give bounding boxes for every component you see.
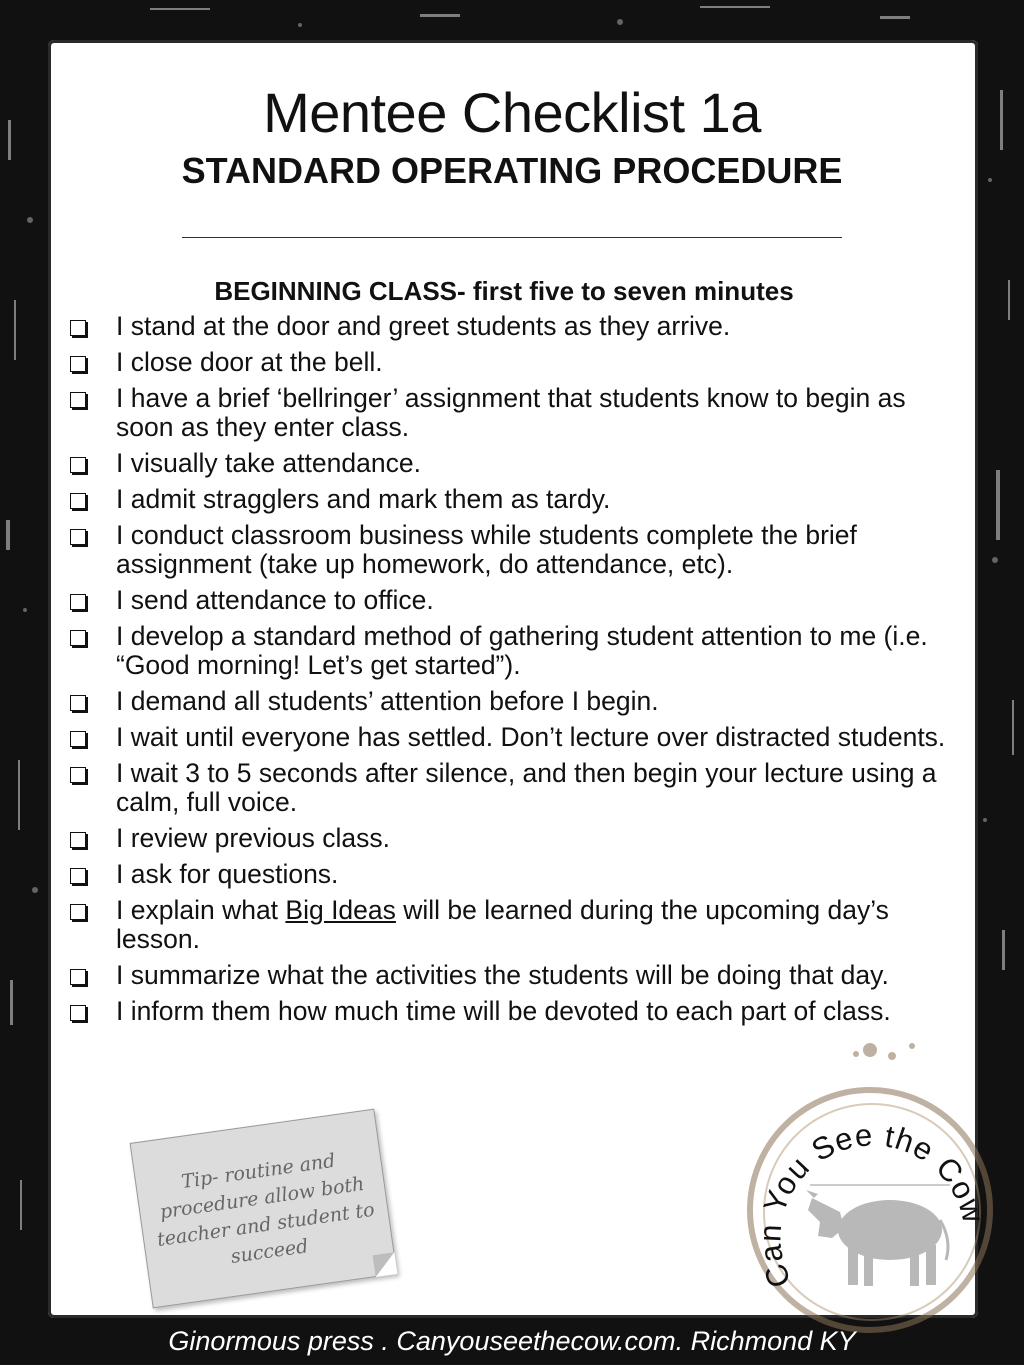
checkbox[interactable]: [70, 731, 86, 747]
checkbox[interactable]: [70, 767, 86, 783]
big-ideas-link[interactable]: Big Ideas: [285, 895, 396, 925]
checkbox[interactable]: [70, 630, 86, 646]
checklist-item-text: I wait until everyone has settled. Don’t lecture over distracted students.: [116, 722, 946, 752]
checkbox[interactable]: [70, 969, 86, 985]
sticky-note-text: Tip- routine and procedure allow both teacher and student to succeed: [155, 1149, 376, 1268]
page-title: Mentee Checklist 1a: [263, 81, 761, 144]
stamp-text: Can You See the Cow: [752, 1117, 992, 1293]
checklist-item-text: I have a brief ‘bellringer’ assignment that students know to begin as soon as they enter class.: [116, 383, 906, 442]
checklist-item: [66, 896, 946, 954]
checklist-item: [66, 384, 946, 442]
checklist-item: [66, 586, 946, 615]
checklist-item-text: I send attendance to office.: [116, 585, 434, 615]
checkbox[interactable]: [70, 832, 86, 848]
checklist-item-text: I inform them how much time will be devoted to each part of class.: [116, 996, 891, 1026]
checkbox[interactable]: [70, 392, 86, 408]
checklist-item-text: I summarize what the activities the students will be doing that day.: [116, 960, 889, 990]
checkbox[interactable]: [70, 1005, 86, 1021]
divider: [182, 237, 842, 238]
cow-stamp-logo: [740, 1040, 1000, 1340]
checklist-item: [66, 485, 946, 514]
cow-icon: [806, 1190, 948, 1286]
checklist-item: [66, 860, 946, 889]
checklist-item-text: I demand all students’ attention before I begin.: [116, 686, 659, 716]
sticky-note: [130, 1109, 398, 1309]
checklist-item-text: I explain what Big Ideas will be learned during the upcoming day’s lesson.: [116, 895, 889, 954]
checklist-item-text: I visually take attendance.: [116, 448, 421, 478]
checklist-item-text: I conduct classroom business while students complete the brief assignment (take up homework, do attendance, etc).: [116, 520, 857, 579]
checklist: [66, 312, 946, 1033]
checklist-item-text: I close door at the bell.: [116, 347, 383, 377]
checklist-item-text: I wait 3 to 5 seconds after silence, and then begin your lecture using a calm, full voice.: [116, 758, 937, 817]
footer-credit: Ginormous press . Canyouseethecow.com. Richmond KY: [168, 1326, 856, 1356]
checkbox[interactable]: [70, 868, 86, 884]
checklist-item-text: I review previous class.: [116, 823, 390, 853]
checklist-item-text: I ask for questions.: [116, 859, 339, 889]
checklist-item-text: I develop a standard method of gathering student attention to me (i.e. “Good morning! Let’s get started”).: [116, 621, 928, 680]
checkbox[interactable]: [70, 529, 86, 545]
checklist-item: [66, 997, 946, 1026]
checklist-item-text: I admit stragglers and mark them as tardy.: [116, 484, 611, 514]
checklist-item: [66, 824, 946, 853]
checklist-item: [66, 312, 946, 341]
checklist-item: [66, 449, 946, 478]
checklist-item: [66, 723, 946, 752]
checklist-item: [66, 687, 946, 716]
checklist-item-text: I stand at the door and greet students as they arrive.: [116, 311, 731, 341]
checkbox[interactable]: [70, 594, 86, 610]
checkbox[interactable]: [70, 493, 86, 509]
checkbox[interactable]: [70, 904, 86, 920]
checkbox[interactable]: [70, 356, 86, 372]
checklist-item: [66, 521, 946, 579]
section-heading: BEGINNING CLASS- first five to seven minutes: [214, 276, 794, 306]
checklist-item: [66, 622, 946, 680]
checkbox[interactable]: [70, 320, 86, 336]
checkbox[interactable]: [70, 695, 86, 711]
checklist-item: [66, 759, 946, 817]
checklist-item: [66, 348, 946, 377]
checklist-item: [66, 961, 946, 990]
checkbox[interactable]: [70, 457, 86, 473]
page-subtitle: STANDARD OPERATING PROCEDURE: [181, 150, 843, 191]
